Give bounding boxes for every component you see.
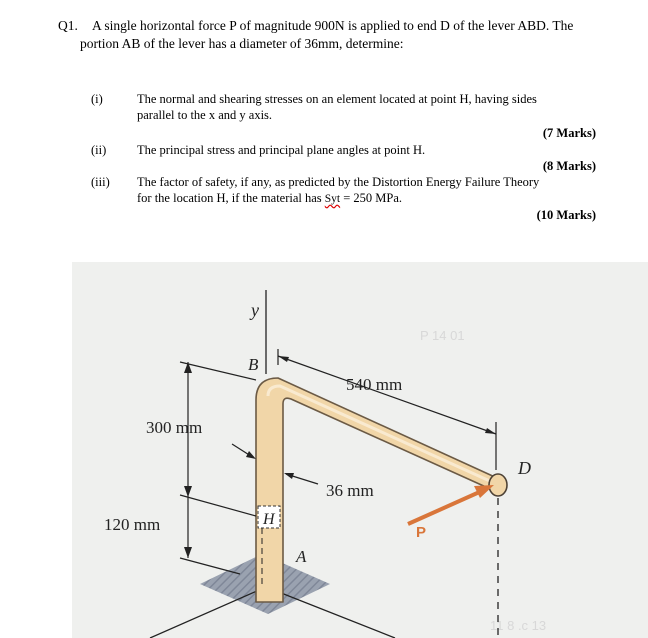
- item-text: The normal and shearing stresses on an element located at point H, having sides: [137, 92, 537, 106]
- item-marks: (8 Marks): [542, 159, 596, 173]
- figure-background: [72, 262, 648, 638]
- item-text-syt-line: [137, 191, 402, 206]
- end-D-cap: [489, 474, 507, 496]
- item-text: The factor of safety, if any, as predicted by the Distortion Energy Failure Theory: [137, 175, 540, 189]
- dim-540-label: 540 mm: [346, 375, 403, 394]
- item-number: (i): [91, 92, 103, 106]
- syt-symbol: Syt: [324, 193, 341, 205]
- label-B: B: [248, 355, 259, 374]
- lever-figure: [0, 262, 648, 638]
- item-marks: (10 Marks): [536, 208, 596, 222]
- question-line-2: portion AB of the lever has a diameter of 36mm, determine:: [80, 36, 404, 51]
- item-number: (iii): [91, 175, 110, 189]
- label-P: P: [416, 524, 427, 541]
- label-y: y: [251, 300, 259, 320]
- label-H: H: [263, 511, 275, 528]
- ghost-text: 11 8 .c 13: [490, 618, 547, 633]
- dim-300-label: 300 mm: [146, 418, 203, 437]
- ghost-text: P 14 01: [420, 328, 465, 343]
- item-text-pre: for the location H, if the material has: [137, 191, 325, 205]
- question-line-1: A single horizontal force P of magnitude 900N is applied to end D of the lever ABD. The: [92, 18, 574, 33]
- label-D: D: [518, 458, 531, 478]
- question-number: Q1.: [58, 18, 78, 33]
- item-text: The principal stress and principal plane angles at point H.: [137, 143, 426, 157]
- item-text-post: = 250 MPa.: [340, 191, 403, 205]
- lever-diagram: [0, 262, 648, 638]
- item-text: parallel to the x and y axis.: [137, 108, 273, 122]
- item-number: (ii): [91, 143, 107, 157]
- dim-36-label: 36 mm: [326, 481, 374, 500]
- label-A: A: [296, 547, 307, 566]
- dim-120-label: 120 mm: [104, 515, 161, 534]
- item-marks: (7 Marks): [542, 126, 596, 140]
